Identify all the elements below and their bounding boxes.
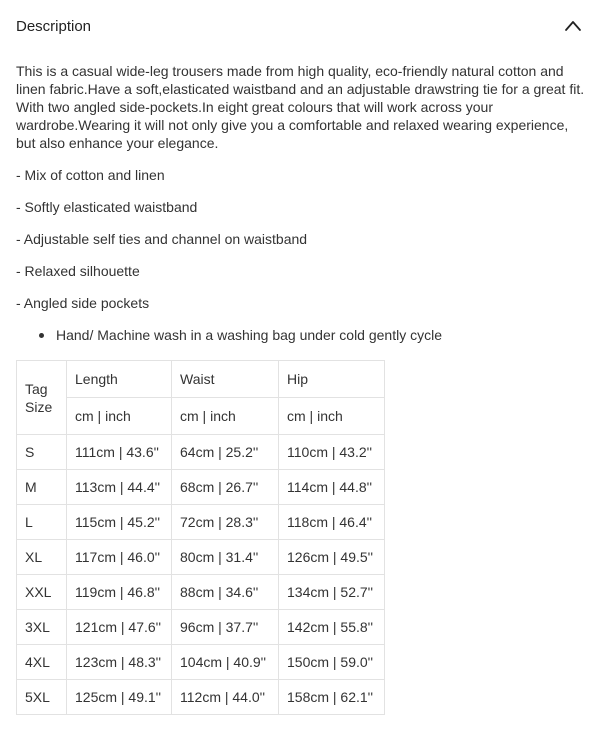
size-chart-table [16, 360, 385, 715]
size-cell: XL [17, 540, 67, 575]
table-units-row [17, 398, 385, 435]
size-cell: 3XL [17, 610, 67, 645]
waist-cell: 64cm | 25.2'' [172, 435, 279, 470]
length-cell: 111cm | 43.6'' [67, 435, 172, 470]
length-cell: 121cm | 47.6'' [67, 610, 172, 645]
length-cell: 119cm | 46.8'' [67, 575, 172, 610]
hip-cell: 114cm | 44.8'' [279, 470, 385, 505]
waist-unit: cm | inch [172, 398, 279, 435]
tag-size-header-line1: Tag [25, 380, 48, 397]
table-row [17, 435, 385, 470]
waist-cell: 96cm | 37.7'' [172, 610, 279, 645]
hip-cell: 158cm | 62.1'' [279, 680, 385, 715]
feature-item: - Softly elasticated waistband [16, 199, 198, 215]
feature-item: - Mix of cotton and linen [16, 167, 165, 183]
length-cell: 125cm | 49.1'' [67, 680, 172, 715]
hip-unit: cm | inch [279, 398, 385, 435]
table-row [17, 540, 385, 575]
size-cell: 5XL [17, 680, 67, 715]
size-cell: 4XL [17, 645, 67, 680]
table-row [17, 575, 385, 610]
waist-cell: 80cm | 31.4'' [172, 540, 279, 575]
description-text: This is a casual wide-leg trousers made from high quality, eco-friendly natural cotton and linen fabric.Have a soft,elasticated waistband and an adjustable drawstring tie for a great fit. With two angled side-pockets.In eight great colours that will work across your wardrobe.Wearing it will not only give you a comfortable and relaxed wearing experience, but also enhance your elegance. [16, 63, 585, 151]
waist-cell: 88cm | 34.6'' [172, 575, 279, 610]
hip-cell: 126cm | 49.5'' [279, 540, 385, 575]
feature-item: - Adjustable self ties and channel on waistband [16, 231, 308, 247]
length-cell: 117cm | 46.0'' [67, 540, 172, 575]
size-cell: XXL [17, 575, 67, 610]
hip-cell: 150cm | 59.0'' [279, 645, 385, 680]
hip-cell: 110cm | 43.2'' [279, 435, 385, 470]
feature-item: - Angled side pockets [16, 295, 150, 311]
table-row [17, 645, 385, 680]
description-accordion-header[interactable] [0, 0, 600, 54]
table-row [17, 505, 385, 540]
waist-cell: 112cm | 44.0'' [172, 680, 279, 715]
chevron-up-icon[interactable] [564, 19, 582, 33]
table-row [17, 610, 385, 645]
size-cell: L [17, 505, 67, 540]
hip-cell: 118cm | 46.4'' [279, 505, 385, 540]
length-cell: 123cm | 48.3'' [67, 645, 172, 680]
length-header: Length [67, 361, 172, 398]
length-unit: cm | inch [67, 398, 172, 435]
hip-cell: 142cm | 55.8'' [279, 610, 385, 645]
accordion-title: Description [16, 18, 92, 35]
tag-size-header-line2: Size [25, 398, 53, 415]
tag-size-header [17, 361, 67, 435]
length-cell: 113cm | 44.4'' [67, 470, 172, 505]
care-item: Hand/ Machine wash in a washing bag under cold gently cycle [56, 326, 588, 344]
feature-item: - Relaxed silhouette [16, 263, 140, 279]
waist-header: Waist [172, 361, 279, 398]
care-list [16, 326, 588, 344]
hip-header: Hip [279, 361, 385, 398]
size-cell: M [17, 470, 67, 505]
waist-cell: 104cm | 40.9'' [172, 645, 279, 680]
size-cell: S [17, 435, 67, 470]
table-row [17, 470, 385, 505]
waist-cell: 72cm | 28.3'' [172, 505, 279, 540]
waist-cell: 68cm | 26.7'' [172, 470, 279, 505]
table-header-row [17, 361, 385, 398]
table-row [17, 680, 385, 715]
hip-cell: 134cm | 52.7'' [279, 575, 385, 610]
description-content [16, 62, 588, 344]
length-cell: 115cm | 45.2'' [67, 505, 172, 540]
